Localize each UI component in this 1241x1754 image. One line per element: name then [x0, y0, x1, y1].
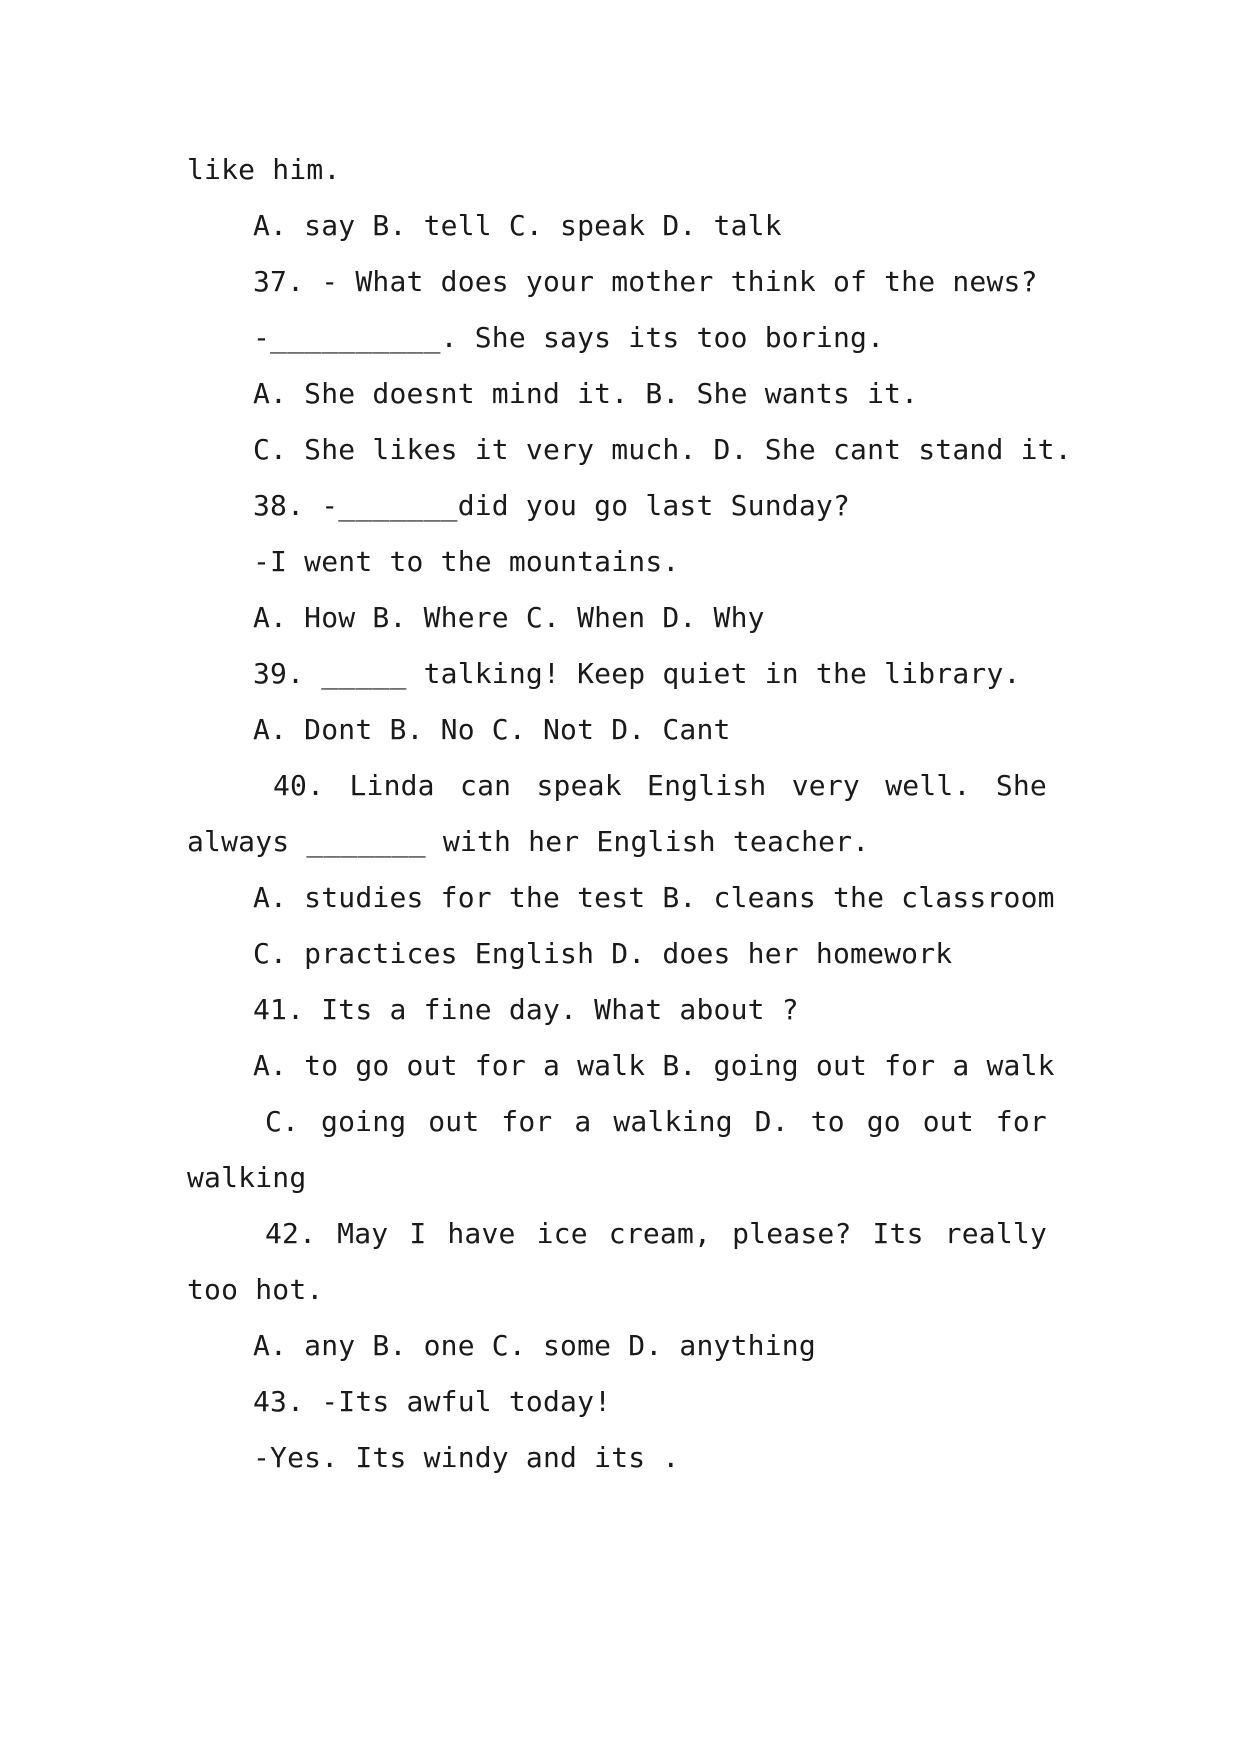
text-line-q36-end: like him. [187, 153, 341, 186]
q36-options: A. say B. tell C. speak D. talk [253, 209, 782, 242]
q43-question: 43. -Its awful today! [253, 1385, 612, 1418]
q41-options-cd-line2: walking [187, 1161, 307, 1194]
q39-question: 39. _____ talking! Keep quiet in the library. [253, 657, 1021, 690]
q37-options-cd: C. She likes it very much. D. She cant stand it. [253, 433, 1072, 466]
q37-options-ab: A. She doesnt mind it. B. She wants it. [253, 377, 919, 410]
q40-question-line1: 40. Linda can speak English very well. She [273, 769, 1047, 802]
q38-options: A. How B. Where C. When D. Why [253, 601, 765, 634]
q40-options-cd: C. practices English D. does her homework [253, 937, 953, 970]
q41-options-ab: A. to go out for a walk B. going out for a walk [253, 1049, 1055, 1082]
q39-options: A. Dont B. No C. Not D. Cant [253, 713, 731, 746]
q38-answer-line: -I went to the mountains. [253, 545, 680, 578]
q40-question-line2: always _______ with her English teacher. [187, 825, 870, 858]
q41-question: 41. Its a fine day. What about ? [253, 993, 799, 1026]
q37-answer-line: -__________. She says its too boring. [253, 321, 885, 354]
q42-question-line1: 42. May I have ice cream, please? Its really [265, 1217, 1047, 1250]
q37-question: 37. - What does your mother think of the news? [253, 265, 1038, 298]
q42-options: A. any B. one C. some D. anything [253, 1329, 816, 1362]
q41-options-cd-line1: C. going out for a walking D. to go out for [265, 1105, 1047, 1138]
q40-options-ab: A. studies for the test B. cleans the classroom [253, 881, 1055, 914]
q42-question-line2: too hot. [187, 1273, 324, 1306]
q43-answer-line: -Yes. Its windy and its . [253, 1441, 680, 1474]
q38-question: 38. -_______did you go last Sunday? [253, 489, 851, 522]
